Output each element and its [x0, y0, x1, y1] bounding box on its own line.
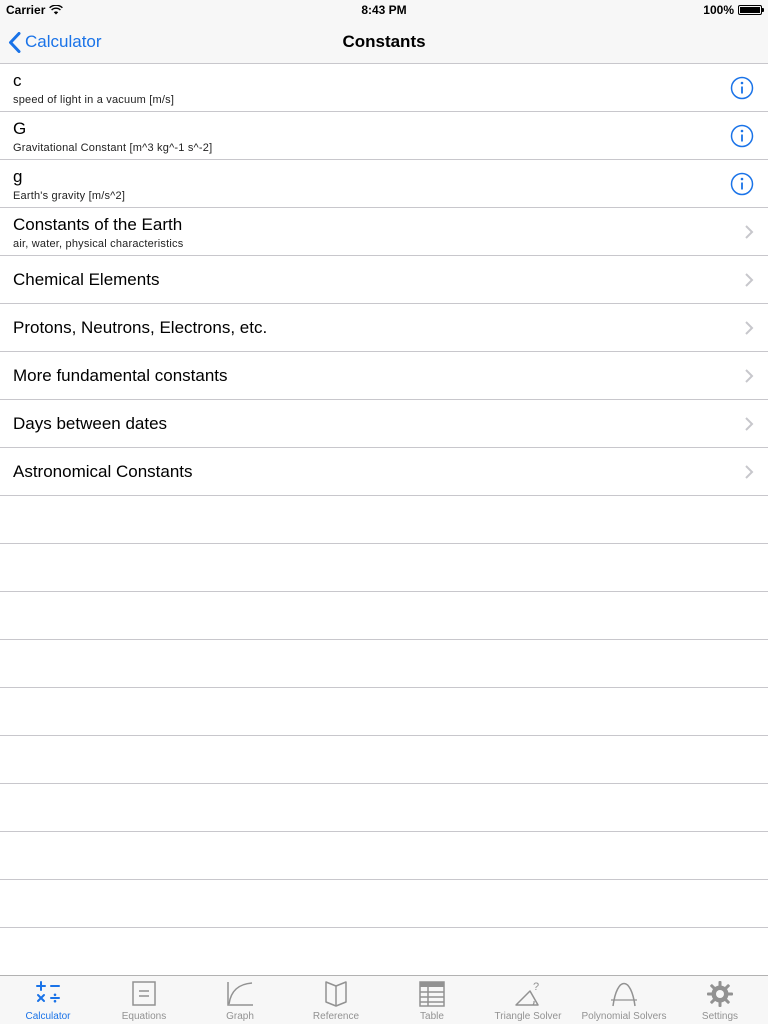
empty-row: [0, 832, 768, 880]
tab-label: Reference: [312, 1011, 360, 1022]
tab-equations[interactable]: [96, 976, 192, 1024]
tab-reference[interactable]: [288, 976, 384, 1024]
list-item-c[interactable]: [0, 64, 768, 112]
chevron-right-icon: [744, 272, 754, 288]
empty-row: [0, 544, 768, 592]
list-item-title: Constants of the Earth: [13, 215, 183, 234]
list-item-title: Protons, Neutrons, Electrons, etc.: [13, 318, 268, 337]
chevron-right-icon: [744, 368, 754, 384]
info-icon[interactable]: [730, 172, 754, 196]
chevron-right-icon: [744, 320, 754, 336]
table-icon: [417, 980, 447, 1008]
list-item-subtitle: Earth's gravity [m/s^2]: [13, 190, 126, 202]
triangle-solver-icon: [513, 980, 543, 1008]
tab-settings[interactable]: [672, 976, 768, 1024]
list-item-title: G: [13, 119, 27, 138]
tab-label: Equations: [121, 1011, 167, 1022]
equals-box-icon: [129, 980, 159, 1008]
list-item-title: g: [13, 167, 23, 186]
list-item-subtitle: air, water, physical characteristics: [13, 238, 184, 250]
list-item-days-between-dates[interactable]: [0, 400, 768, 448]
tab-polynomial-solvers[interactable]: [576, 976, 672, 1024]
back-button-label: Calculator: [25, 32, 102, 51]
empty-row: [0, 592, 768, 640]
battery-icon: [738, 5, 762, 15]
tab-calculator[interactable]: [0, 976, 96, 1024]
info-icon[interactable]: [730, 76, 754, 100]
svg-text:?: ?: [533, 981, 540, 993]
constants-list: [0, 64, 768, 976]
list-item-particles[interactable]: [0, 304, 768, 352]
info-icon[interactable]: [730, 124, 754, 148]
tab-label: Settings: [701, 1011, 739, 1022]
list-item-title: More fundamental constants: [13, 366, 228, 385]
battery-fill: [740, 7, 760, 13]
tab-label: Graph: [226, 1011, 254, 1022]
list-item-title: c: [13, 71, 22, 90]
back-button[interactable]: [8, 20, 102, 64]
book-icon: [321, 980, 351, 1008]
tab-label: Calculator: [25, 1011, 71, 1022]
tab-triangle-solver[interactable]: [480, 976, 576, 1024]
battery-info: [703, 3, 762, 17]
status-time: 8:43 PM: [361, 3, 407, 17]
tab-label: Triangle Solver: [494, 1011, 562, 1022]
list-item-astronomical-constants[interactable]: [0, 448, 768, 496]
chevron-left-icon: [8, 32, 21, 53]
empty-row: [0, 496, 768, 544]
chevron-right-icon: [744, 416, 754, 432]
chevron-right-icon: [744, 224, 754, 240]
list-item-gravitational-constant[interactable]: [0, 112, 768, 160]
list-item-constants-of-the-earth[interactable]: [0, 208, 768, 256]
calculator-icon: [33, 980, 63, 1008]
status-bar: [0, 0, 768, 20]
navigation-bar: [0, 20, 768, 64]
list-item-subtitle: speed of light in a vacuum [m/s]: [13, 94, 175, 106]
chevron-right-icon: [744, 464, 754, 480]
list-item-earth-gravity[interactable]: [0, 160, 768, 208]
list-item-chemical-elements[interactable]: [0, 256, 768, 304]
empty-row: [0, 640, 768, 688]
empty-row: [0, 784, 768, 832]
battery-percent: 100%: [703, 3, 734, 17]
list-item-title: Chemical Elements: [13, 270, 160, 289]
empty-row: [0, 928, 768, 976]
empty-row: [0, 736, 768, 784]
tab-table[interactable]: [384, 976, 480, 1024]
empty-row: [0, 880, 768, 928]
list-item-more-fundamental-constants[interactable]: [0, 352, 768, 400]
gear-icon: [705, 980, 735, 1008]
carrier-label: Carrier: [6, 3, 46, 17]
tab-label: Polynomial Solvers: [581, 1011, 667, 1022]
tab-graph[interactable]: [192, 976, 288, 1024]
empty-row: [0, 688, 768, 736]
page-title: Constants: [342, 32, 426, 51]
list-item-subtitle: Gravitational Constant [m^3 kg^-1 s^-2]: [13, 142, 213, 154]
graph-icon: [225, 980, 255, 1008]
tab-label: Table: [420, 1011, 444, 1022]
tab-bar: [0, 975, 768, 1024]
parabola-icon: [609, 980, 639, 1008]
list-item-title: Astronomical Constants: [13, 462, 193, 481]
list-item-title: Days between dates: [13, 414, 168, 433]
